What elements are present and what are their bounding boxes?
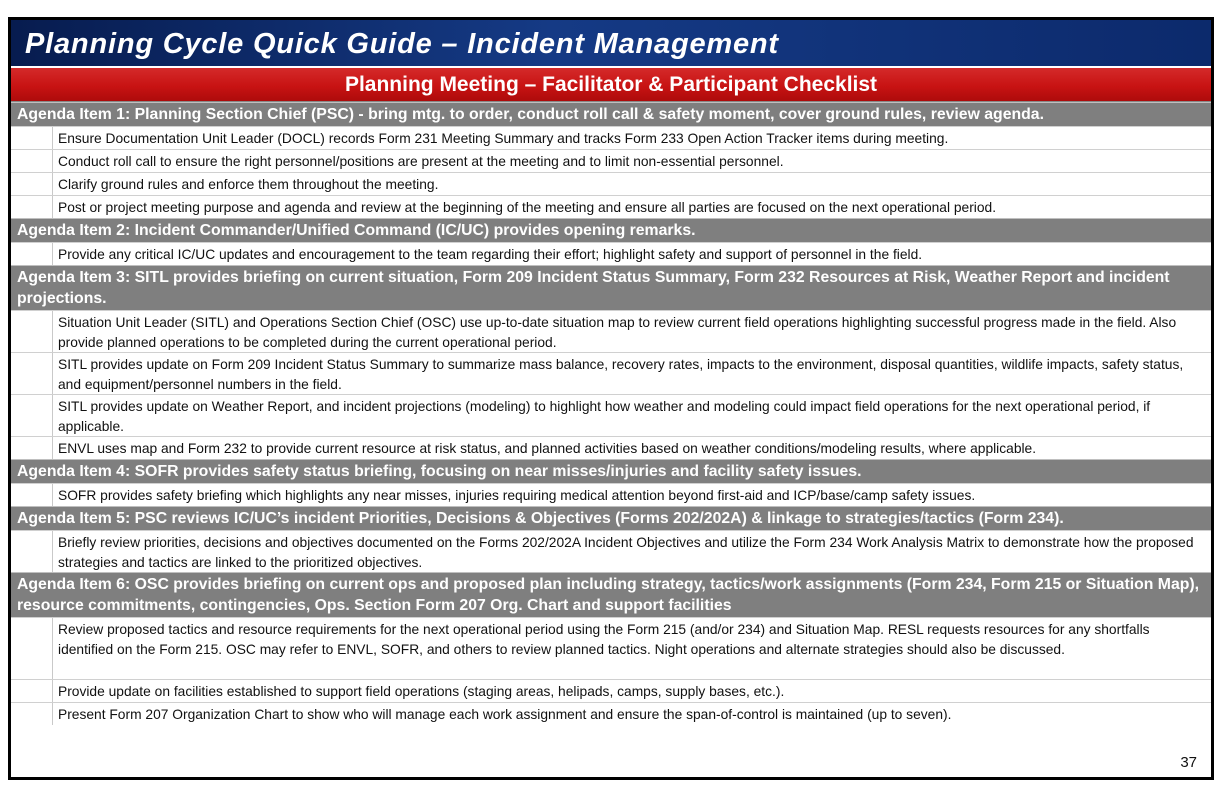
checklist-item-text: Provide update on facilities established to support field operations (staging areas, helipads, camps, supply bases, etc.). [58, 684, 785, 699]
checklist-item-text: ENVL uses map and Form 232 to provide current resource at risk status, and planned activities based on weather conditions/modeling results, where applicable. [58, 441, 1037, 456]
checklist-row [11, 483, 1211, 506]
checklist-item-text: SITL provides update on Form 209 Incident Status Summary to summarize mass balance, recovery rates, impacts to the environment, disposal quantities, wildlife impacts, safety status, and equipment/personnel numbers in the field. [58, 357, 1184, 392]
checklist-row [11, 149, 1211, 172]
agenda-item-1-heading: Agenda Item 1: Planning Section Chief (PSC) - bring mtg. to order, conduct roll call & safety moment, cover ground rules, review agenda. [11, 102, 1211, 126]
checklist-row [11, 195, 1211, 218]
checklist-row [11, 702, 1211, 725]
checklist-row [11, 172, 1211, 195]
checklist-item-text: Situation Unit Leader (SITL) and Operations Section Chief (OSC) use up-to-date situation map to review current field operations highlighting successful progress made in the field. Also provide planned operations to be completed during the current operational period. [58, 315, 1177, 350]
page-number: 37 [1180, 754, 1197, 771]
checklist-row [11, 436, 1211, 459]
checklist-row [11, 530, 1211, 572]
agenda-item-5-heading: Agenda Item 5: PSC reviews IC/UC’s incident Priorities, Decisions & Objectives (Forms 202/202A) & linkage to strategies/tactics (Form 234). [11, 506, 1211, 530]
checkbox-cell[interactable] [11, 395, 53, 436]
agenda-item-6-heading: Agenda Item 6: OSC provides briefing on current ops and proposed plan including strategy, tactics/work assignments (Form 234, Form 215 or Situation Map), resource commitments, contingencies, Ops. Section Form 207 Org. Chart and support facilities [11, 572, 1211, 617]
checkbox-cell[interactable] [11, 484, 53, 506]
agenda-item-3-heading: Agenda Item 3: SITL provides briefing on current situation, Form 209 Incident Status Summary, Form 232 Resources at Risk, Weather Report and incident projections. [11, 265, 1211, 310]
checklist-item-text: Provide any critical IC/UC updates and encouragement to the team regarding their effort; highlight safety and support of personnel in the field. [58, 247, 923, 262]
checkbox-cell[interactable] [11, 127, 53, 149]
checklist-row [11, 126, 1211, 149]
checklist-row [11, 310, 1211, 352]
checklist-item-text: SITL provides update on Weather Report, and incident projections (modeling) to highlight how weather and modeling could impact field operations for the next operational period, if applicable. [58, 399, 1151, 434]
checklist-row [11, 679, 1211, 702]
checklist-subtitle: Planning Meeting – Facilitator & Participant Checklist [11, 68, 1211, 102]
checklist-item-text: Briefly review priorities, decisions and objectives documented on the Forms 202/202A Incident Objectives and utilize the Form 234 Work Analysis Matrix to demonstrate how the proposed strategies and tactics are linked to the prioritized objectives. [58, 535, 1194, 570]
checklist-item-text: Present Form 207 Organization Chart to show who will manage each work assignment and ensure the span-of-control is maintained (up to seven). [58, 707, 952, 722]
checkbox-cell[interactable] [11, 680, 53, 702]
checkbox-cell[interactable] [11, 196, 53, 218]
checkbox-cell[interactable] [11, 618, 53, 679]
checkbox-cell[interactable] [11, 173, 53, 195]
checklist-row [11, 394, 1211, 436]
agenda-item-4-heading: Agenda Item 4: SOFR provides safety status briefing, focusing on near misses/injuries and facility safety issues. [11, 459, 1211, 483]
checkbox-cell[interactable] [11, 353, 53, 394]
checklist-item-text: Post or project meeting purpose and agenda and review at the beginning of the meeting and ensure all parties are focused on the next operational period. [58, 200, 997, 215]
checkbox-cell[interactable] [11, 311, 53, 352]
checklist-row [11, 242, 1211, 265]
checklist-row [11, 352, 1211, 394]
checklist-item-text: Conduct roll call to ensure the right personnel/positions are present at the meeting and to limit non-essential personnel. [58, 154, 784, 169]
checklist-item-text: SOFR provides safety briefing which highlights any near misses, injuries requiring medical attention beyond first-aid and ICP/base/camp safety issues. [58, 488, 976, 503]
checkbox-cell[interactable] [11, 437, 53, 459]
checklist-item-text: Review proposed tactics and resource requirements for the next operational period using the Form 215 (and/or 234) and Situation Map. RESL requests resources for any shortfalls identified on the Form 215. OSC may refer to ENVL, SOFR, and others to review planned tactics. Night operations and alternate strategies should also be discussed. [58, 622, 1150, 657]
checklist [11, 102, 1211, 725]
checkbox-cell[interactable] [11, 243, 53, 265]
checklist-item-text: Ensure Documentation Unit Leader (DOCL) records Form 231 Meeting Summary and tracks Form 233 Open Action Tracker items during meeting. [58, 131, 949, 146]
agenda-item-2-heading: Agenda Item 2: Incident Commander/Unified Command (IC/UC) provides opening remarks. [11, 218, 1211, 242]
checklist-item-text: Clarify ground rules and enforce them throughout the meeting. [58, 177, 439, 192]
quick-guide-page [8, 17, 1214, 780]
checkbox-cell[interactable] [11, 150, 53, 172]
checklist-row [11, 617, 1211, 679]
checkbox-cell[interactable] [11, 531, 53, 572]
page-title: Planning Cycle Quick Guide – Incident Management [11, 20, 1211, 68]
checkbox-cell[interactable] [11, 703, 53, 725]
